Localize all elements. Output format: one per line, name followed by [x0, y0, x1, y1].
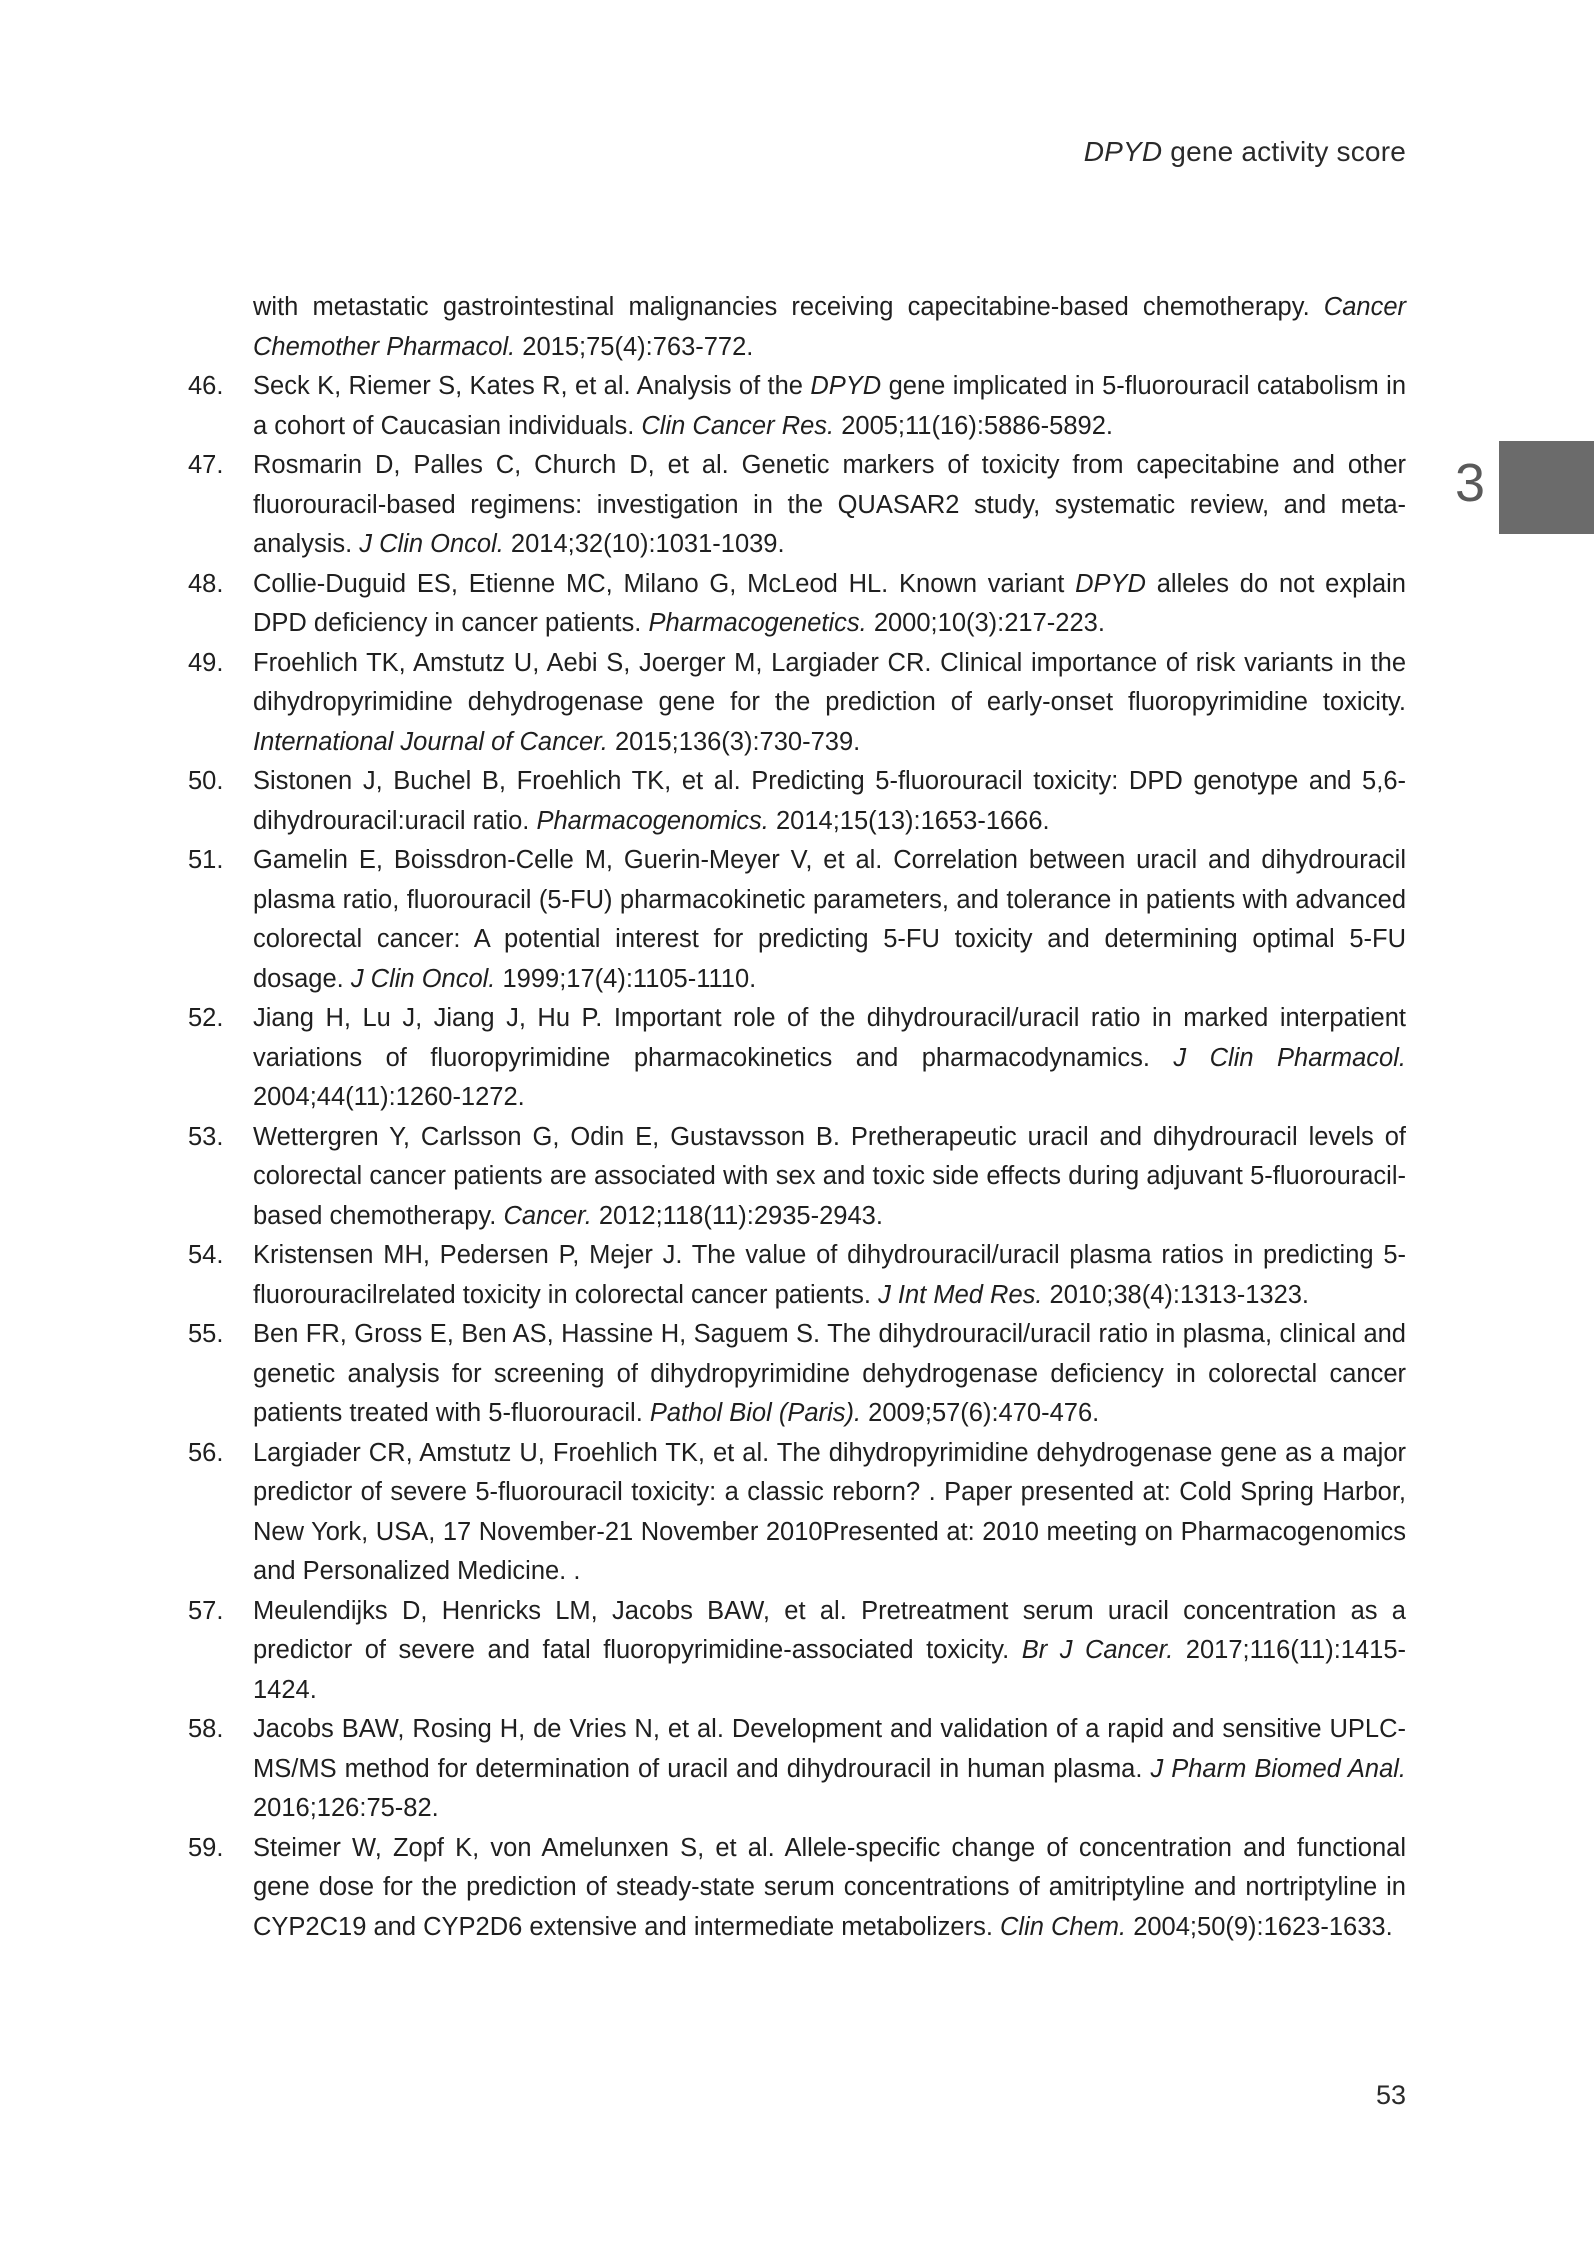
reference-segment: 2017;116(11):1415-1424. [253, 1636, 1407, 1704]
reference-segment: Largiader CR, Amstutz U, Froehlich TK, et al. The dihydropyrimidine dehydrogenase gene as a major predictor of severe 5-fluorouracil toxicity: a classic reborn? . Paper presented at: Cold Spring Harbor, New York, USA, 17 November-21 November 2010Presented at: 2010 meeting on Pharmacogenomics and Personalized Medicine. . [253, 1438, 1406, 1585]
reference-item [188, 446, 1406, 565]
reference-number: 58. [188, 1715, 224, 1743]
reference-journal: Pharmacogenetics. [648, 609, 867, 637]
reference-item [188, 1236, 1406, 1315]
reference-segment: 2015;136(3):730-739. [607, 727, 861, 756]
reference-journal: DPYD [810, 372, 882, 400]
reference-segment: Ben FR, Gross E, Ben AS, Hassine H, Saguem S. The dihydrouracil/uracil ratio in plasma, clinical and genetic analysis for screening of dihydropyrimidine dehydrogenase deficiency in colorectal cancer patients treated with 5-fluorouracil. [253, 1320, 1406, 1427]
reference-journal: Clin Chem. [999, 1912, 1127, 1941]
reference-text [253, 846, 1406, 993]
reference-journal: Clin Cancer Res. [641, 411, 835, 440]
reference-journal: J Clin Oncol. [350, 964, 496, 993]
chapter-number: 3 [1454, 453, 1486, 513]
reference-segment: 2015;75(4):763-772. [515, 332, 754, 361]
reference-continued [188, 288, 1406, 367]
reference-segment: Collie-Duguid ES, Etienne MC, Milano G, McLeod HL. Known variant [253, 569, 1076, 598]
reference-text [253, 767, 1406, 835]
page-number: 53 [1375, 2080, 1406, 2110]
reference-number: 51. [188, 846, 224, 874]
reference-item [188, 1315, 1406, 1434]
running-header-title: gene activity score [1162, 136, 1406, 167]
reference-item [188, 999, 1406, 1118]
reference-list [188, 288, 1406, 1947]
running-header-gene: DPYD [1083, 136, 1163, 167]
reference-segment: alleles do not explain DPD deficiency in cancer patients. [253, 569, 1406, 637]
reference-segment: 2014;15(13):1653-1666. [768, 806, 1050, 835]
reference-item [188, 762, 1406, 841]
reference-segment: Seck K, Riemer S, Kates R, et al. Analysis of the [253, 372, 811, 400]
reference-text [253, 1834, 1406, 1941]
reference-segment: Kristensen MH, Pedersen P, Mejer J. The value of dihydrouracil/uracil plasma ratios in predicting 5-fluorouracilrelated toxicity in colorectal cancer patients. [253, 1241, 1406, 1309]
reference-segment: 2012;118(11):2935-2943. [591, 1201, 883, 1230]
reference-text [253, 1320, 1406, 1427]
reference-journal: Cancer Chemother Pharmacol. [253, 293, 1406, 361]
reference-text [253, 570, 1406, 638]
reference-segment: 2005;11(16):5886-5892. [834, 411, 1113, 440]
reference-number: 52. [188, 1004, 224, 1032]
reference-item [188, 1829, 1406, 1948]
reference-item [188, 1592, 1406, 1711]
reference-text [253, 1241, 1406, 1309]
reference-item [188, 644, 1406, 763]
reference-journal: J Pharm Biomed Anal. [1150, 1754, 1406, 1783]
reference-text [253, 451, 1406, 558]
reference-text [253, 649, 1406, 756]
reference-journal: International Journal of Cancer. [253, 727, 608, 756]
reference-segment: Sistonen J, Buchel B, Froehlich TK, et al. Predicting 5-fluorouracil toxicity: DPD genotype and 5,6-dihydrouracil:uracil ratio. [253, 767, 1406, 835]
reference-item [188, 1710, 1406, 1829]
reference-segment: 2016;126:75-82. [253, 1794, 439, 1822]
reference-number: 57. [188, 1596, 224, 1625]
reference-segment: Wettergren Y, Carlsson G, Odin E, Gustavsson B. Pretherapeutic uracil and dihydrouracil levels of colorectal cancer patients are associated with sex and toxic side effects during adjuvant 5-fluorouracil-based chemotherapy. [253, 1122, 1406, 1230]
reference-number: 47. [188, 451, 224, 479]
chapter-tab [1499, 441, 1594, 534]
reference-segment: 2004;44(11):1260-1272. [253, 1083, 525, 1111]
reference-journal: Pharmacogenomics. [536, 806, 769, 835]
reference-number: 53. [188, 1122, 224, 1151]
reference-item [188, 565, 1406, 644]
reference-segment: Steimer W, Zopf K, von Amelunxen S, et al. Allele-specific change of concentration and functional gene dose for the prediction of steady-state serum concentrations of amitriptyline and nortriptyline in CYP2C19 and CYP2D6 extensive and intermediate metabolizers. [253, 1833, 1406, 1941]
reference-segment: Meulendijks D, Henricks LM, Jacobs BAW, et al. Pretreatment serum uracil concentration as a predictor of severe and fatal fluoropyrimidine-associated toxicity. [253, 1596, 1406, 1664]
reference-number: 54. [188, 1241, 224, 1269]
reference-journal: DPYD [1075, 569, 1146, 598]
reference-segment: Jiang H, Lu J, Jiang J, Hu P. Important role of the dihydrouracil/uracil ratio in marked interpatient variations of fluoropyrimidine pharmacokinetics and pharmacodynamics. [253, 1004, 1406, 1072]
reference-text [253, 293, 1406, 361]
reference-segment: 2009;57(6):470-476. [861, 1399, 1100, 1427]
reference-segment: 2014;32(10):1031-1039. [503, 530, 785, 558]
reference-journal: J Clin Pharmacol. [1173, 1043, 1406, 1072]
reference-segment: Gamelin E, Boissdron-Celle M, Guerin-Meyer V, et al. Correlation between uracil and dihydrouracil plasma ratio, fluorouracil (5-FU) pharmacokinetic parameters, and tolerance in patients with advanced colorectal cancer: A potential interest for predicting 5-FU toxicity and determining optimal 5-FU dosage. [253, 846, 1406, 993]
reference-number: 46. [188, 372, 224, 400]
reference-journal: J Clin Oncol. [359, 530, 504, 558]
reference-journal: Br J Cancer. [1021, 1636, 1174, 1664]
reference-segment: Rosmarin D, Palles C, Church D, et al. Genetic markers of toxicity from capecitabine and other fluorouracil-based regimens: investigation in the QUASAR2 study, systematic review, and meta-analysis. [253, 451, 1406, 558]
reference-segment: Jacobs BAW, Rosing H, de Vries N, et al. Development and validation of a rapid and sensitive UPLC-MS/MS method for determination of uracil and dihydrouracil in human plasma. [253, 1715, 1406, 1783]
reference-segment: gene implicated in 5-fluorouracil catabolism in a cohort of Caucasian individuals. [253, 372, 1406, 440]
reference-text [253, 1715, 1406, 1822]
reference-number: 56. [188, 1438, 224, 1467]
reference-segment: Froehlich TK, Amstutz U, Aebi S, Joerger M, Largiader CR. Clinical importance of risk variants in the dihydropyrimidine dehydrogenase gene for the prediction of early-onset fluoropyrimidine toxicity. [253, 648, 1406, 716]
reference-text [253, 372, 1406, 440]
reference-journal: Cancer. [503, 1201, 592, 1230]
running-header [1084, 136, 1406, 168]
reference-number: 59. [188, 1833, 224, 1862]
reference-text [253, 1439, 1406, 1586]
reference-item [188, 1434, 1406, 1592]
reference-item [188, 841, 1406, 999]
reference-number: 50. [188, 767, 224, 795]
reference-item [188, 1118, 1406, 1237]
reference-text [253, 1004, 1406, 1111]
reference-text [253, 1123, 1406, 1230]
reference-journal: J Int Med Res. [878, 1280, 1043, 1309]
reference-segment: 2010;38(4):1313-1323. [1042, 1280, 1310, 1309]
reference-number: 55. [188, 1320, 224, 1348]
reference-number: 48. [188, 569, 224, 598]
reference-segment: 2000;10(3):217-223. [866, 609, 1105, 637]
reference-text [253, 1597, 1406, 1704]
reference-segment: 1999;17(4):1105-1110. [495, 964, 757, 993]
reference-segment: with metastatic gastrointestinal malignancies receiving capecitabine-based chemotherapy. [253, 293, 1324, 321]
reference-segment: 2004;50(9):1623-1633. [1126, 1912, 1393, 1941]
reference-item [188, 367, 1406, 446]
reference-journal: Pathol Biol (Paris). [649, 1399, 862, 1427]
reference-number: 49. [188, 648, 224, 677]
